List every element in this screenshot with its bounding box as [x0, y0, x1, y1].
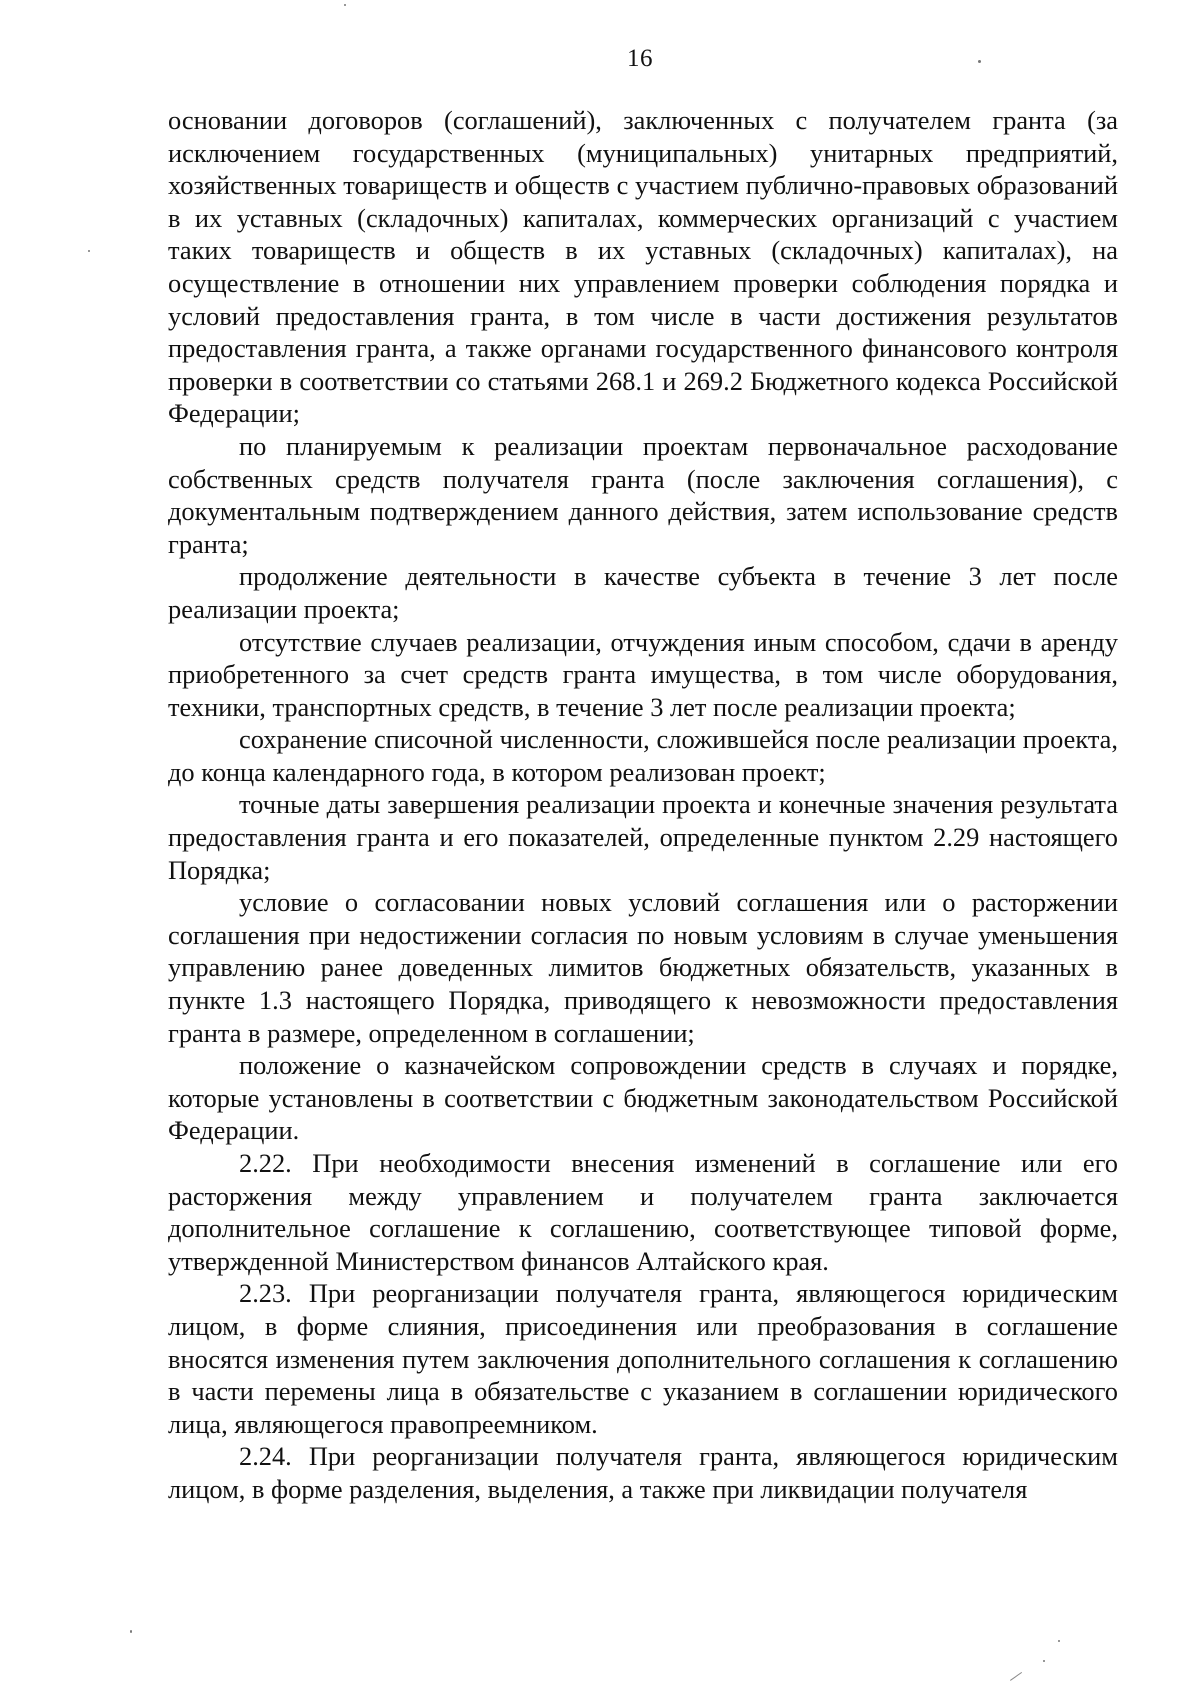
paragraph-section-2-22: 2.22. При необходимости внесения изменений в соглашение или его расторжения между управлением и получателем гранта заключается дополнительное соглашение к соглашению, соответствующее типовой форме, утвержденной Министерством финансов Алтайского края.	[168, 1148, 1118, 1276]
scan-speck	[130, 1630, 132, 1633]
scan-speck	[88, 250, 90, 252]
scan-mark	[1010, 1672, 1022, 1681]
scan-speck	[1058, 1640, 1060, 1642]
paragraph-2: по планируемым к реализации проектам первоначальное расходование собственных средств получателя гранта (после заключения соглашения), с документальным подтверждением данного действия, затем использование средств гранта;	[168, 430, 1118, 559]
paragraph-6: точные даты завершения реализации проекта и конечные значения результата предоставления гранта и его показателей, определенные пунктом 2.29 настоящего Порядка;	[168, 789, 1118, 885]
paragraph-4: отсутствие случаев реализации, отчуждения иным способом, сдачи в аренду приобретенного за счет средств гранта имущества, в том числе оборудования, техники, транспортных средств, в течение 3 лет после реализации проекта;	[168, 626, 1118, 722]
document-body	[168, 104, 1118, 1506]
page-number: 16	[627, 45, 653, 72]
paragraph-5: сохранение списочной численности, сложившейся после реализации проекта, до конца календарного года, в котором реализован проект;	[168, 724, 1118, 787]
scan-speck	[344, 4, 346, 6]
scan-speck	[978, 60, 981, 63]
scan-speck	[1043, 1660, 1045, 1662]
paragraph-1: основании договоров (соглашений), заключенных с получателем гранта (за исключением государственных (муниципальных) унитарных предприятий, хозяйственных товариществ и обществ с участием публично-правовых образований в их уставных (складочных) капиталах, коммерческих организаций с участием таких товариществ и обществ в их уставных (складочных) капиталах), на осуществление в отношении них управлением проверки соблюдения порядка и условий предоставления гранта, в том числе в части достижения результатов предоставления гранта, а также органами государственного финансового контроля проверки в соответствии со статьями 268.1 и 269.2 Бюджетного кодекса Российской Федерации;	[168, 105, 1118, 429]
paragraph-section-2-23: 2.23. При реорганизации получателя гранта, являющегося юридическим лицом, в форме слияния, присоединения или преобразования в соглашение вносятся изменения путем заключения дополнительного соглашения к соглашению в части перемены лица в обязательстве с указанием в соглашении юридического лица, являющегося правопреемником.	[168, 1278, 1118, 1439]
paragraph-3: продолжение деятельности в качестве субъекта в течение 3 лет после реализации проекта;	[168, 561, 1118, 624]
paragraph-8: положение о казначейском сопровождении средств в случаях и порядке, которые установлены в соответствии с бюджетным законодательством Российской Федерации.	[168, 1050, 1118, 1146]
paragraph-section-2-24: 2.24. При реорганизации получателя гранта, являющегося юридическим лицом, в форме разделения, выделения, а также при ликвидации получателя	[168, 1441, 1118, 1504]
paragraph-7: условие о согласовании новых условий соглашения или о расторжении соглашения при недостижении согласия по новым условиям в случае уменьшения управлению ранее доведенных лимитов бюджетных обязательств, указанных в пункте 1.3 настоящего Порядка, приводящего к невозможности предоставления гранта в размере, определенном в соглашении;	[168, 887, 1118, 1048]
